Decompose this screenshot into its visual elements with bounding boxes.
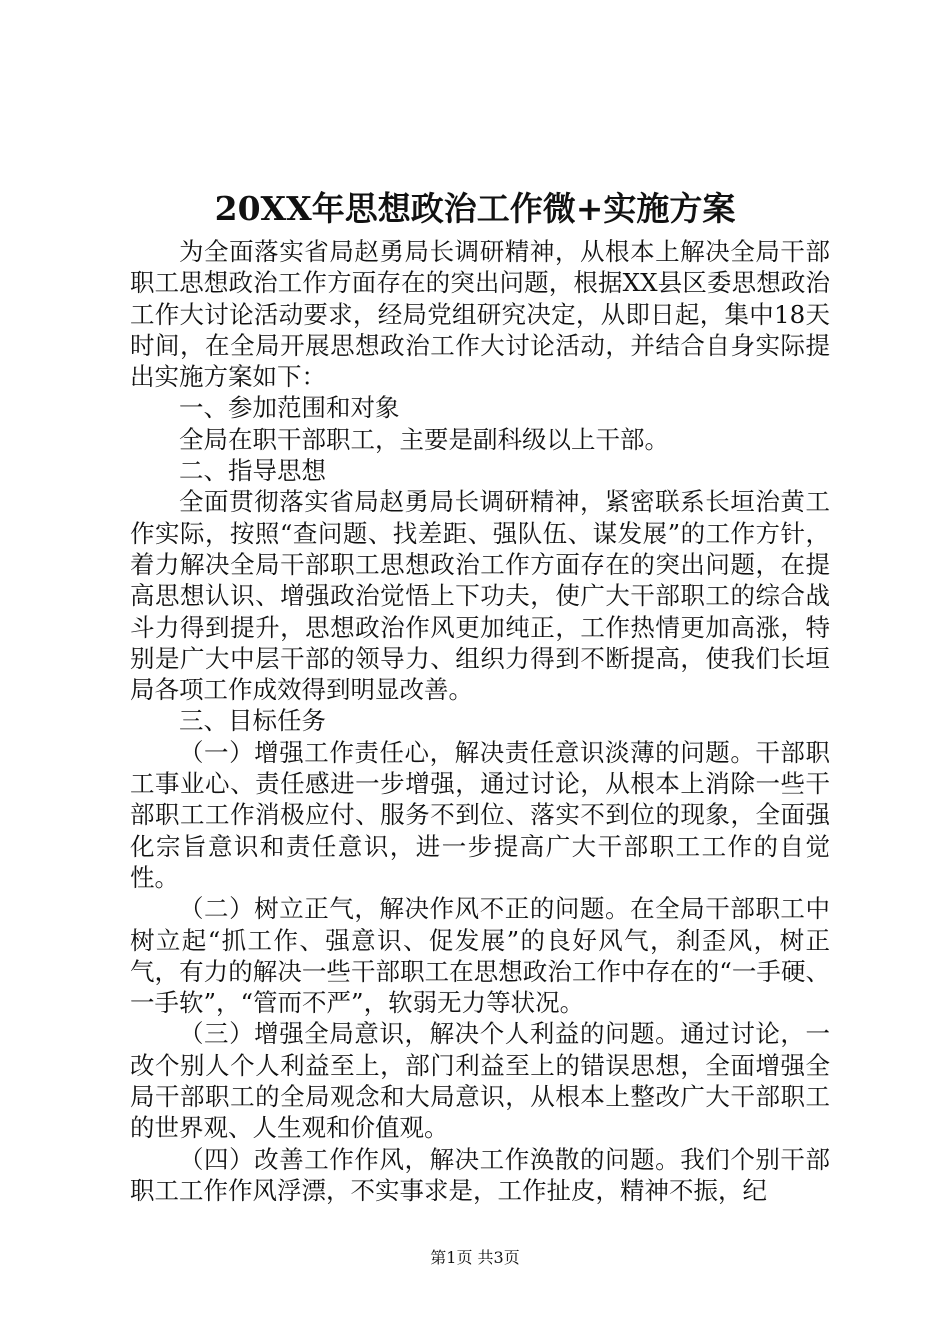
paragraph-guiding-thought: 全面贯彻落实省局赵勇局长调研精神，紧密联系长垣治黄工作实际，按照“查问题、找差距、强队伍、谋发展”的工作方针，着力解决全局干部职工思想政治工作方面存在的突出问题，在提高思想认识、增强政治觉悟上下功夫，使广大干部职工的综合战斗力得到提升，思想政治作风更加纯正，工作热情更加高涨，特别是广大中层干部的领导力、组织力得到不断提高，使我们长垣局各项工作成效得到明显改善。 <box>130 487 830 705</box>
paragraph-goal-1: （一）增强工作责任心，解决责任意识淡薄的问题。干部职工事业心、责任感进一步增强，通过讨论，从根本上消除一些干部职工工作消极应付、服务不到位、落实不到位的现象，全面强化宗旨意识和责任意识，进一步提高广大干部职工工作的自觉性。 <box>130 737 830 892</box>
page-indicator: 第1页 共3页 <box>430 1248 520 1267</box>
paragraph-goal-4: （四）改善工作作风，解决工作涣散的问题。我们个别干部职工工作作风浮漂，不实事求是，工作扯皮，精神不振，纪 <box>130 1144 830 1205</box>
paragraph-scope: 全局在职干部职工，主要是副科级以上干部。 <box>179 424 669 454</box>
paragraph-goal-2: （二）树立正气，解决作风不正的问题。在全局干部职工中树立起“抓工作、强意识、促发展”的良好风气，刹歪风，树正气，有力的解决一些干部职工在思想政治工作中存在的“一手硬、一手软”，“管而不严”，软弱无力等状况。 <box>130 894 830 1018</box>
heading-scope: 一、参加范围和对象 <box>179 393 400 423</box>
paragraph-goal-3: （三）增强全局意识，解决个人利益的问题。通过讨论，一改个别人个人利益至上，部门利益至上的错误思想，全面增强全局干部职工的全局观念和大局意识，从根本上整改广大干部职工的世界观、人生观和价值观。 <box>130 1019 830 1143</box>
document-title: 20XX年思想政治工作微+实施方案 <box>214 189 736 228</box>
paragraph-intro: 为全面落实省局赵勇局长调研精神，从根本上解决全局干部职工思想政治工作方面存在的突出问题，根据XX县区委思想政治工作大讨论活动要求，经局党组研究决定，从即日起，集中18天时间，在全局开展思想政治工作大讨论活动，并结合自身实际提出实施方案如下： <box>130 237 830 392</box>
document-body <box>130 236 830 1206</box>
heading-guiding-thought: 二、指导思想 <box>179 456 326 486</box>
heading-goals: 三、目标任务 <box>179 706 326 736</box>
